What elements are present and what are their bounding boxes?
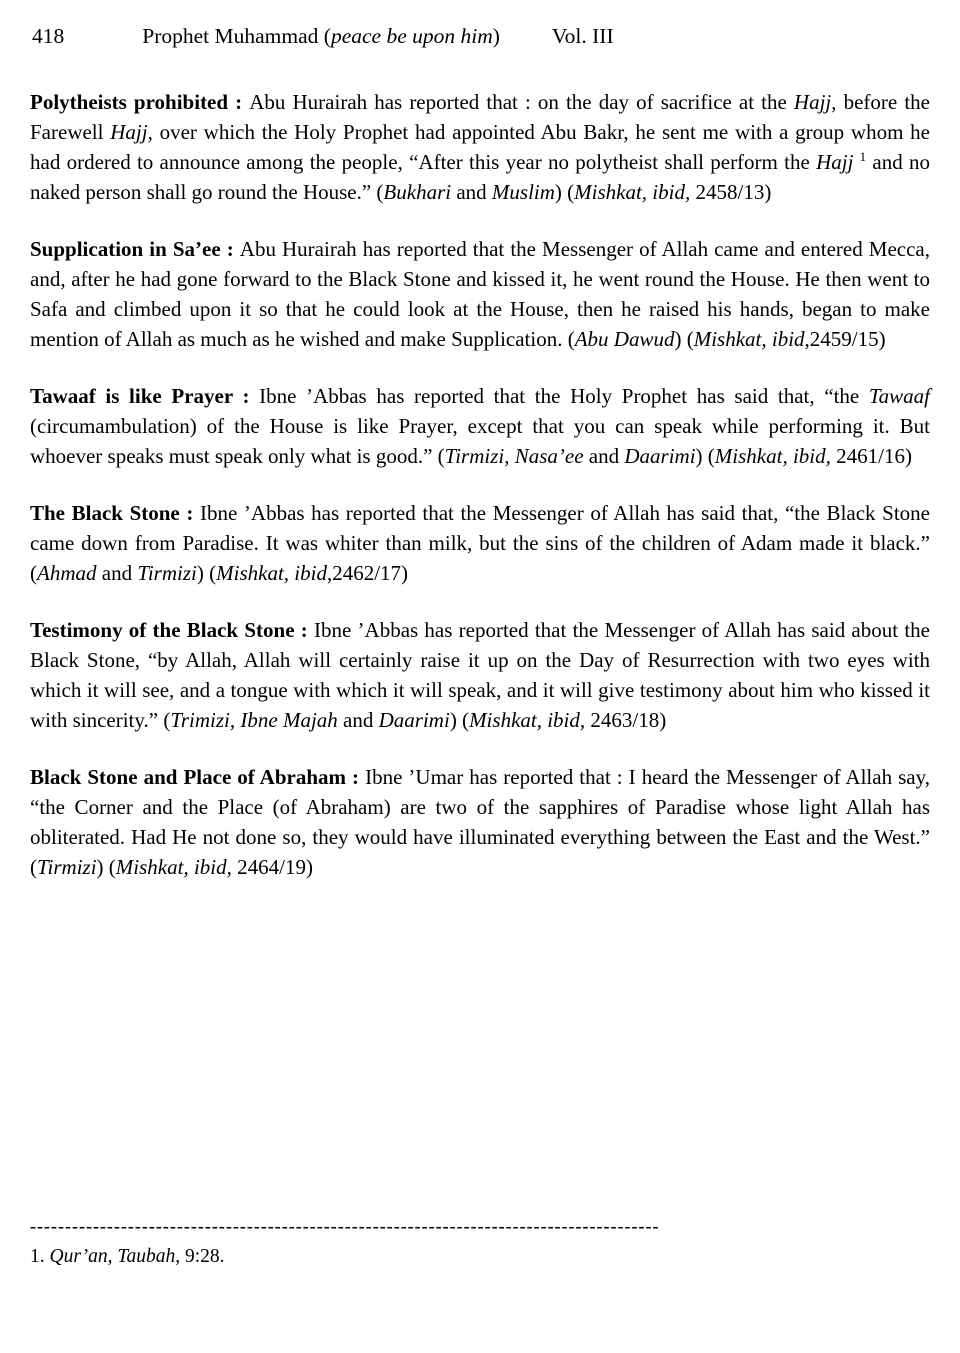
text-segment: 1.	[30, 1246, 50, 1267]
page-number: 418	[32, 24, 65, 48]
text-segment: ) (	[695, 444, 715, 468]
text-segment: Prophet Muhammad (	[142, 24, 331, 48]
text-segment: Tawaaf is like Prayer :	[30, 384, 260, 408]
text-segment: ) (	[96, 855, 116, 879]
text-segment: Tirmizi, Nasa’ee	[444, 444, 584, 468]
text-segment: over which the Holy Prophet had appointed Abu Bakr, he sent me with a group whom he had ordered to announce among the people, “After this year no polytheist shall perform the	[30, 120, 930, 174]
footnote-section	[30, 1217, 930, 1269]
paragraph	[30, 234, 930, 354]
text-segment: ) (	[674, 327, 694, 351]
text-segment: Abu Hurairah has reported that : on the day of sacrifice at the	[249, 90, 794, 114]
paragraph	[30, 762, 930, 882]
text-segment: Bukhari	[383, 180, 452, 204]
text-segment: Tirmizi	[37, 855, 97, 879]
paragraph	[30, 381, 930, 471]
text-segment: ) (	[196, 561, 217, 585]
page-body	[30, 87, 930, 882]
book-title	[142, 24, 500, 49]
text-segment: Ibne ’Umar has reported that : I heard the Messenger of Allah say, “the Corner and the Place (of Abraham) are two of the sapphires of Paradise whose light Allah has obliterated. Had He not done so, they would have illuminated everything between the East and the West.” (	[30, 765, 930, 879]
text-segment: 2461/16)	[830, 444, 912, 468]
text-segment: Mishkat, ibid,	[574, 180, 691, 204]
text-segment: Abu Hurairah has reported that the Messenger of Allah came and entered Mecca, and, after he had gone forward to the Black Stone and kissed it, he went round the House. He then went to Safa and climbed upon it so that he could look at the House, then he raised his hands, began to make mention of Allah as much as he wished and make Supplication. (	[30, 237, 930, 351]
text-segment: 2459/15)	[809, 327, 886, 351]
text-segment: Abu Dawud	[574, 327, 675, 351]
text-segment: Daarimi	[624, 444, 696, 468]
text-segment: Supplication in Sa’ee :	[30, 237, 240, 261]
text-segment: Muslim	[491, 180, 555, 204]
text-segment: Black Stone and Place of Abraham :	[30, 765, 366, 789]
text-segment: ) (	[554, 180, 575, 204]
text-segment: 9:28.	[180, 1246, 225, 1267]
page-header	[30, 24, 930, 49]
text-segment: 1	[859, 149, 867, 164]
text-segment: Hajj,	[793, 90, 837, 114]
text-segment: ) (	[449, 708, 470, 732]
text-segment: Trimizi, Ibne Majah	[170, 708, 338, 732]
volume-label: Vol. III	[551, 24, 614, 48]
paragraph	[30, 87, 930, 207]
text-segment: Polytheists prohibited :	[30, 90, 250, 114]
footnote-divider: ------------------------------------------------------------------------------------------	[30, 1217, 660, 1235]
text-segment: 2458/13)	[690, 180, 772, 204]
text-segment: Mishkat, ibid,	[216, 561, 333, 585]
text-segment: Testimony of the Black Stone :	[30, 618, 314, 642]
text-segment: Tawaaf	[868, 384, 930, 408]
text-segment: 2464/19)	[231, 855, 313, 879]
text-segment: Hajj	[816, 150, 854, 174]
text-segment: Mishkat, ibid,	[469, 708, 586, 732]
text-segment: Daarimi	[378, 708, 450, 732]
text-segment: and	[451, 180, 492, 204]
text-segment: Ahmad	[37, 561, 97, 585]
paragraph	[30, 498, 930, 588]
text-segment: peace be upon him	[330, 24, 493, 48]
text-segment: 2463/18)	[585, 708, 667, 732]
text-segment: 2462/17)	[332, 561, 409, 585]
text-segment: and no naked person shall go round the House.” (	[30, 150, 931, 204]
text-segment: Hajj,	[110, 120, 153, 144]
text-segment: Qur’an, Taubah,	[49, 1246, 181, 1267]
text-segment: Ibne ’Abbas has reported that the Holy Prophet has said that, “the	[259, 384, 869, 408]
paragraph	[30, 615, 930, 735]
text-segment: Mishkat, ibid,	[115, 855, 232, 879]
text-segment: Ibne ’Abbas has reported that the Messenger of Allah has said about the Black Stone, “by Allah, Allah will certainly raise it up on the Day of Resurrection with two eyes with which it will see, and a tongue with which it will speak, and it will give testimony about him who kissed it with sincerity.” (	[30, 618, 930, 732]
text-segment: Mishkat, ibid,	[714, 444, 831, 468]
footnote-text	[30, 1245, 930, 1269]
text-segment: Ibne ’Abbas has reported that the Messenger of Allah has said that, “the Black Stone came down from Paradise. It was whiter than milk, but the sins of the children of Adam made it black.” (	[30, 501, 930, 585]
text-segment: Mishkat, ibid,	[693, 327, 810, 351]
text-segment: and	[337, 708, 379, 732]
text-segment: before the Farewell	[30, 90, 930, 144]
text-segment: and	[583, 444, 625, 468]
text-segment: (circumambulation) of the House is like Prayer, except that you can speak while performing it. But whoever speaks must speak only what is good.” (	[30, 414, 930, 468]
text-segment: )	[492, 24, 500, 48]
text-segment: The Black Stone :	[30, 501, 200, 525]
text-segment: Tirmizi	[137, 561, 197, 585]
text-segment: and	[96, 561, 138, 585]
